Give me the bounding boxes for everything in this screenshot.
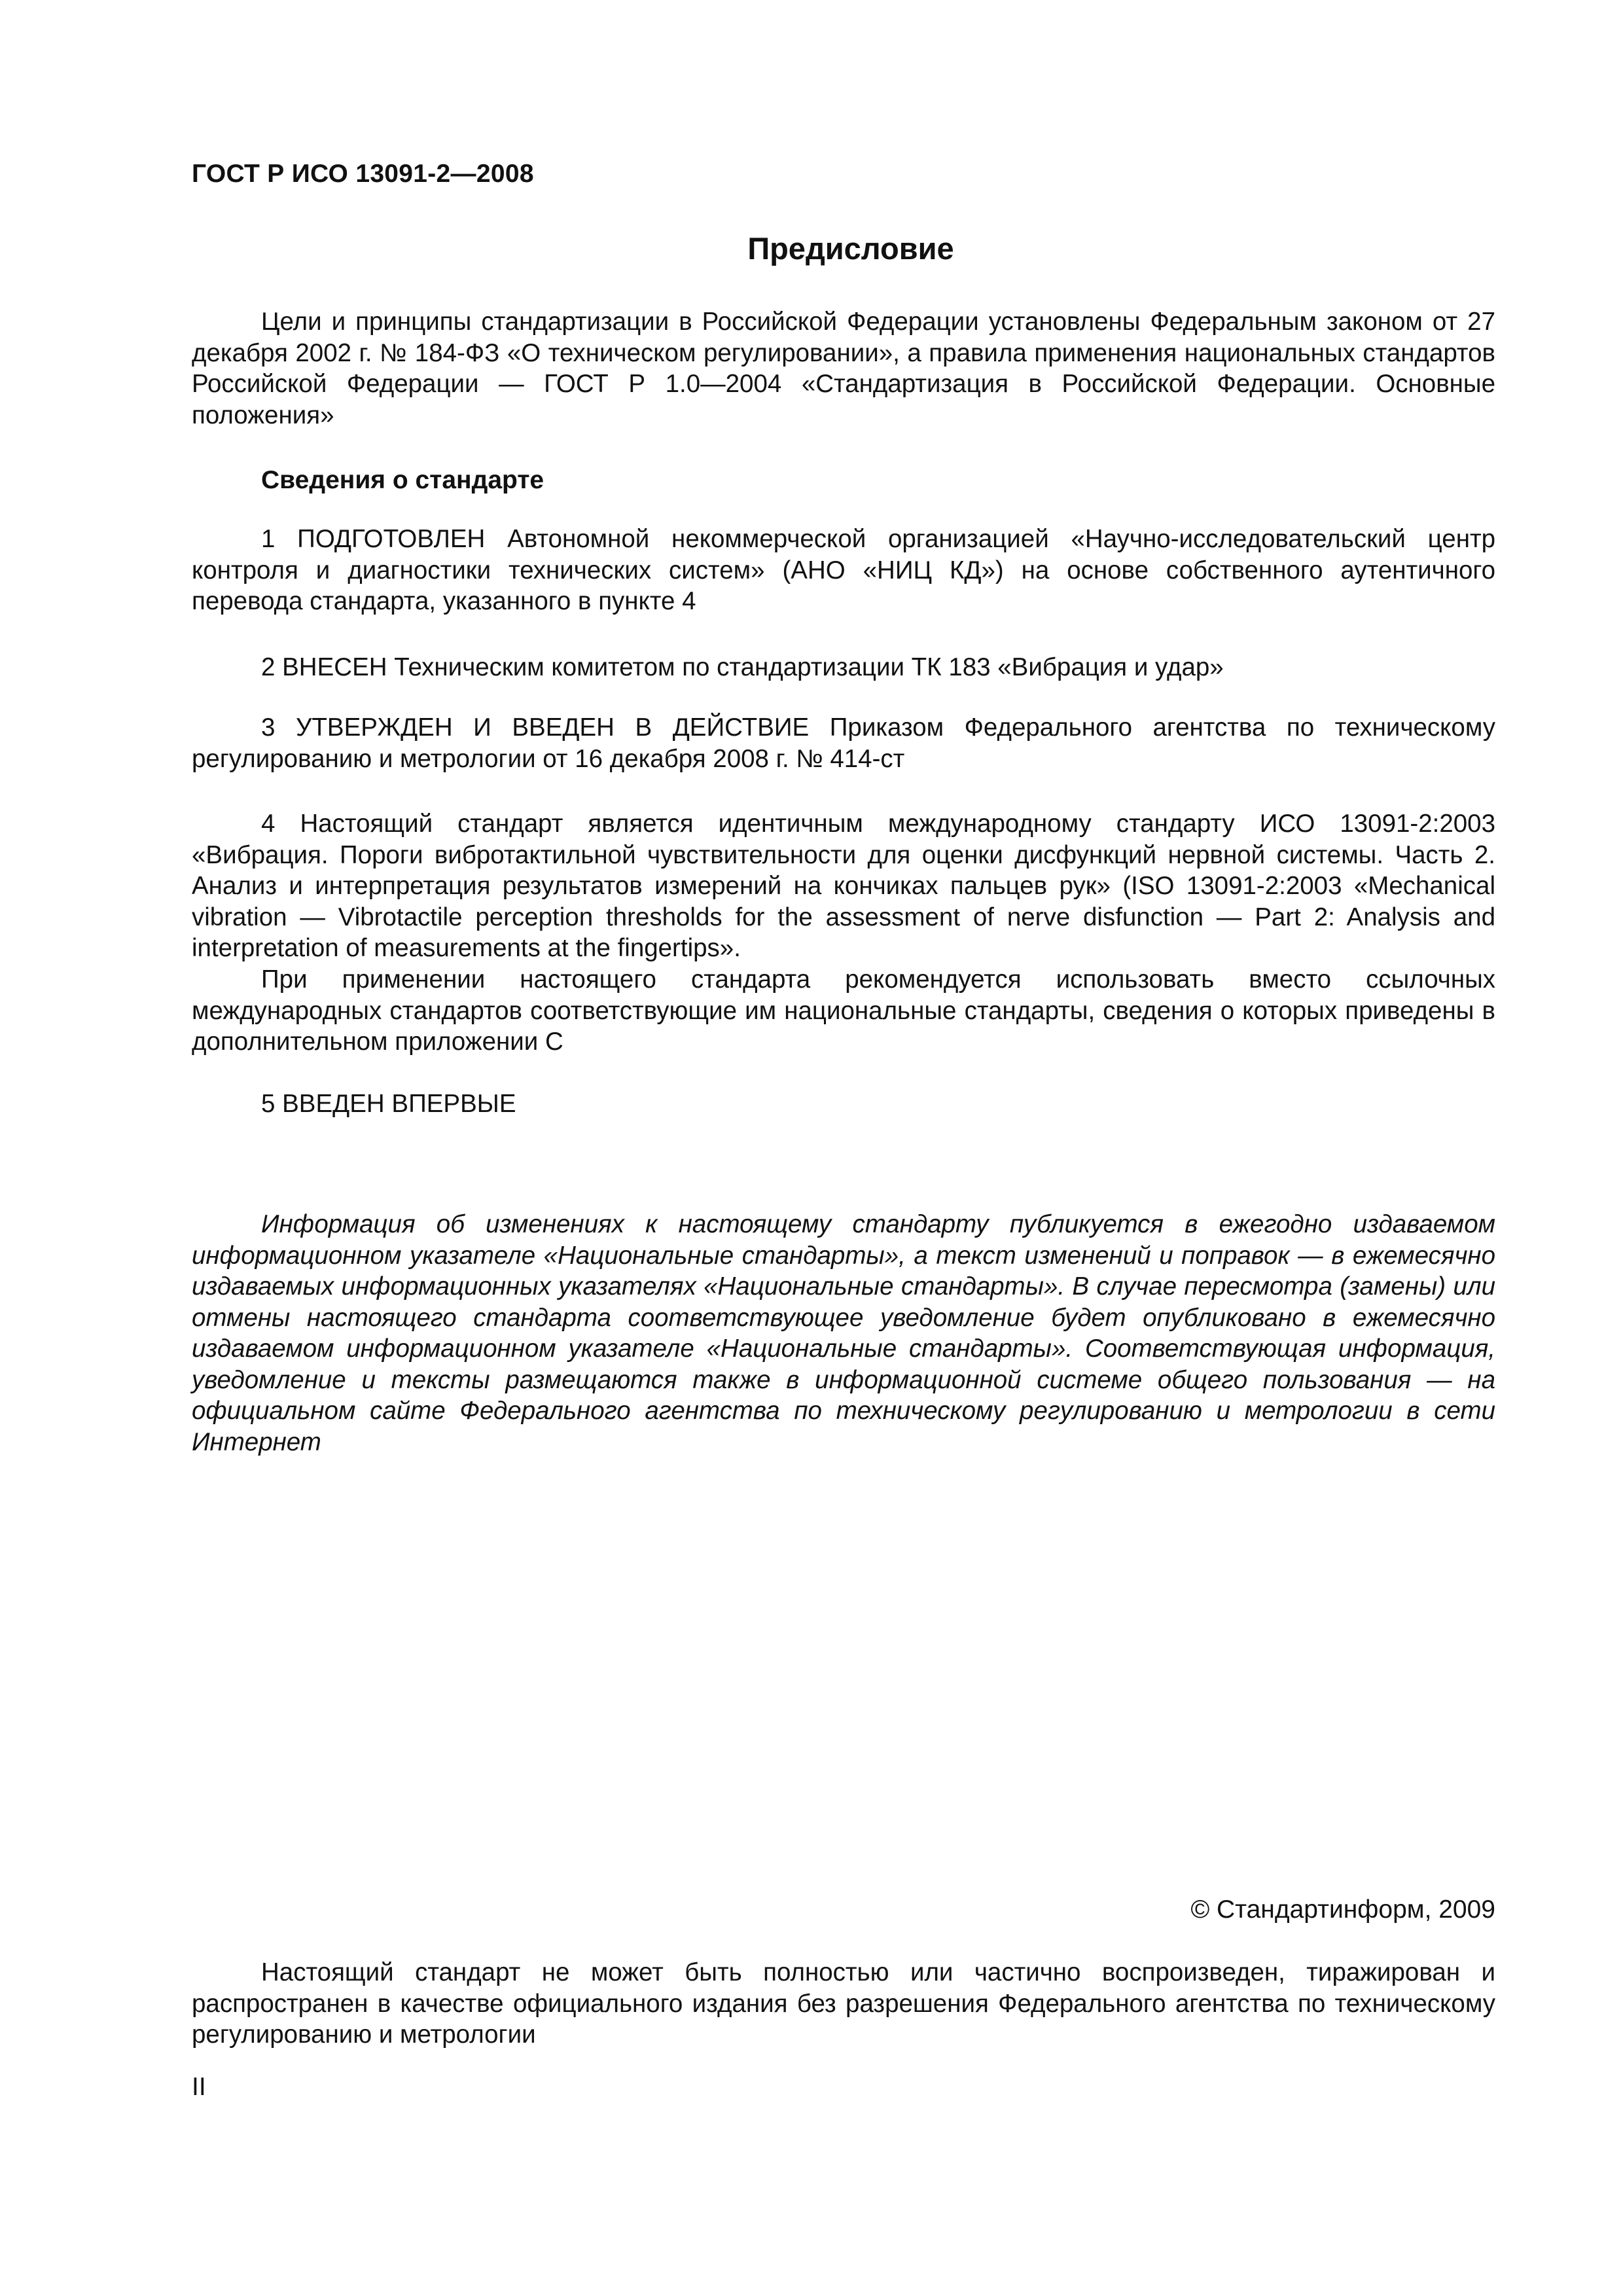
page-title: Предисловие [747, 231, 954, 266]
item-4-identical: 4 Настоящий стандарт является идентичным международному стандарту ИСО 13091-2:2003 «Вибрация. Пороги вибротактильной чувствительности для оценки дисфункций нервной системы. Часть 2. Анализ и интерпретация результатов измерений на кончиках пальцев рук» (ISO 13091-2:2003 «Mechanical vibration — Vibrotactile perception thresholds for the assessment of nerve disfunction — Part 2: Analysis and interpretation of measurements at the fingertips». [192, 810, 1495, 962]
item-2-submitted: 2 ВНЕСЕН Техническим комитетом по стандартизации ТК 183 «Вибрация и удар» [261, 653, 1224, 681]
info-heading: Сведения о стандарте [261, 466, 544, 494]
changes-notice: Информация об изменениях к настоящему стандарту публикуется в ежегодно издаваемом информационном указателе «Национальные стандарты», а текст изменений и поправок — в ежемесячно издаваемых информационных указателях «Национальные стандарты». В случае пересмотра (замены) или отмены настоящего стандарта соответствующее уведомление будет опубликовано в ежемесячно издаваемом информационном указателе «Национальные стандарты». Соответствующая информация, уведомление и тексты размещаются также в информационной системе общего пользования — на официальном сайте Федерального агентства по техническому регулированию и метрологии в сети Интернет [192, 1210, 1495, 1456]
reproduction-notice: Настоящий стандарт не может быть полностью или частично воспроизведен, тиражирован и распространен в качестве официального издания без разрешения Федерального агентства по техническому регулированию и метрологии [192, 1958, 1495, 2049]
intro-paragraph: Цели и принципы стандартизации в Российской Федерации установлены Федеральным законом от 27 декабря 2002 г. № 184-ФЗ «О техническом регулировании», а правила применения национальных стандартов Российской Федерации — ГОСТ Р 1.0—2004 «Стандартизация в Российской Федерации. Основные положения» [192, 308, 1495, 429]
page-number: II [192, 2073, 206, 2101]
item-5-first-introduced: 5 ВВЕДЕН ВПЕРВЫЕ [261, 1090, 516, 1118]
copyright-line: © Стандартинформ, 2009 [1190, 1895, 1495, 1924]
standard-code-header: ГОСТ Р ИСО 13091-2—2008 [192, 160, 534, 188]
item-4-application-note: При применении настоящего стандарта рекомендуется использовать вместо ссылочных международных стандартов соответствующие им национальные стандарты, сведения о которых приведены в дополнительном приложении С [192, 965, 1495, 1056]
item-1-prepared: 1 ПОДГОТОВЛЕН Автономной некоммерческой организацией «Научно-исследовательский центр контроля и диагностики технических систем» (АНО «НИЦ КД») на основе собственного аутентичного перевода стандарта, указанного в пункте 4 [192, 525, 1495, 615]
item-3-approved: 3 УТВЕРЖДЕН И ВВЕДЕН В ДЕЙСТВИЕ Приказом Федерального агентства по техническому регулированию и метрологии от 16 декабря 2008 г. № 414-ст [192, 713, 1495, 773]
